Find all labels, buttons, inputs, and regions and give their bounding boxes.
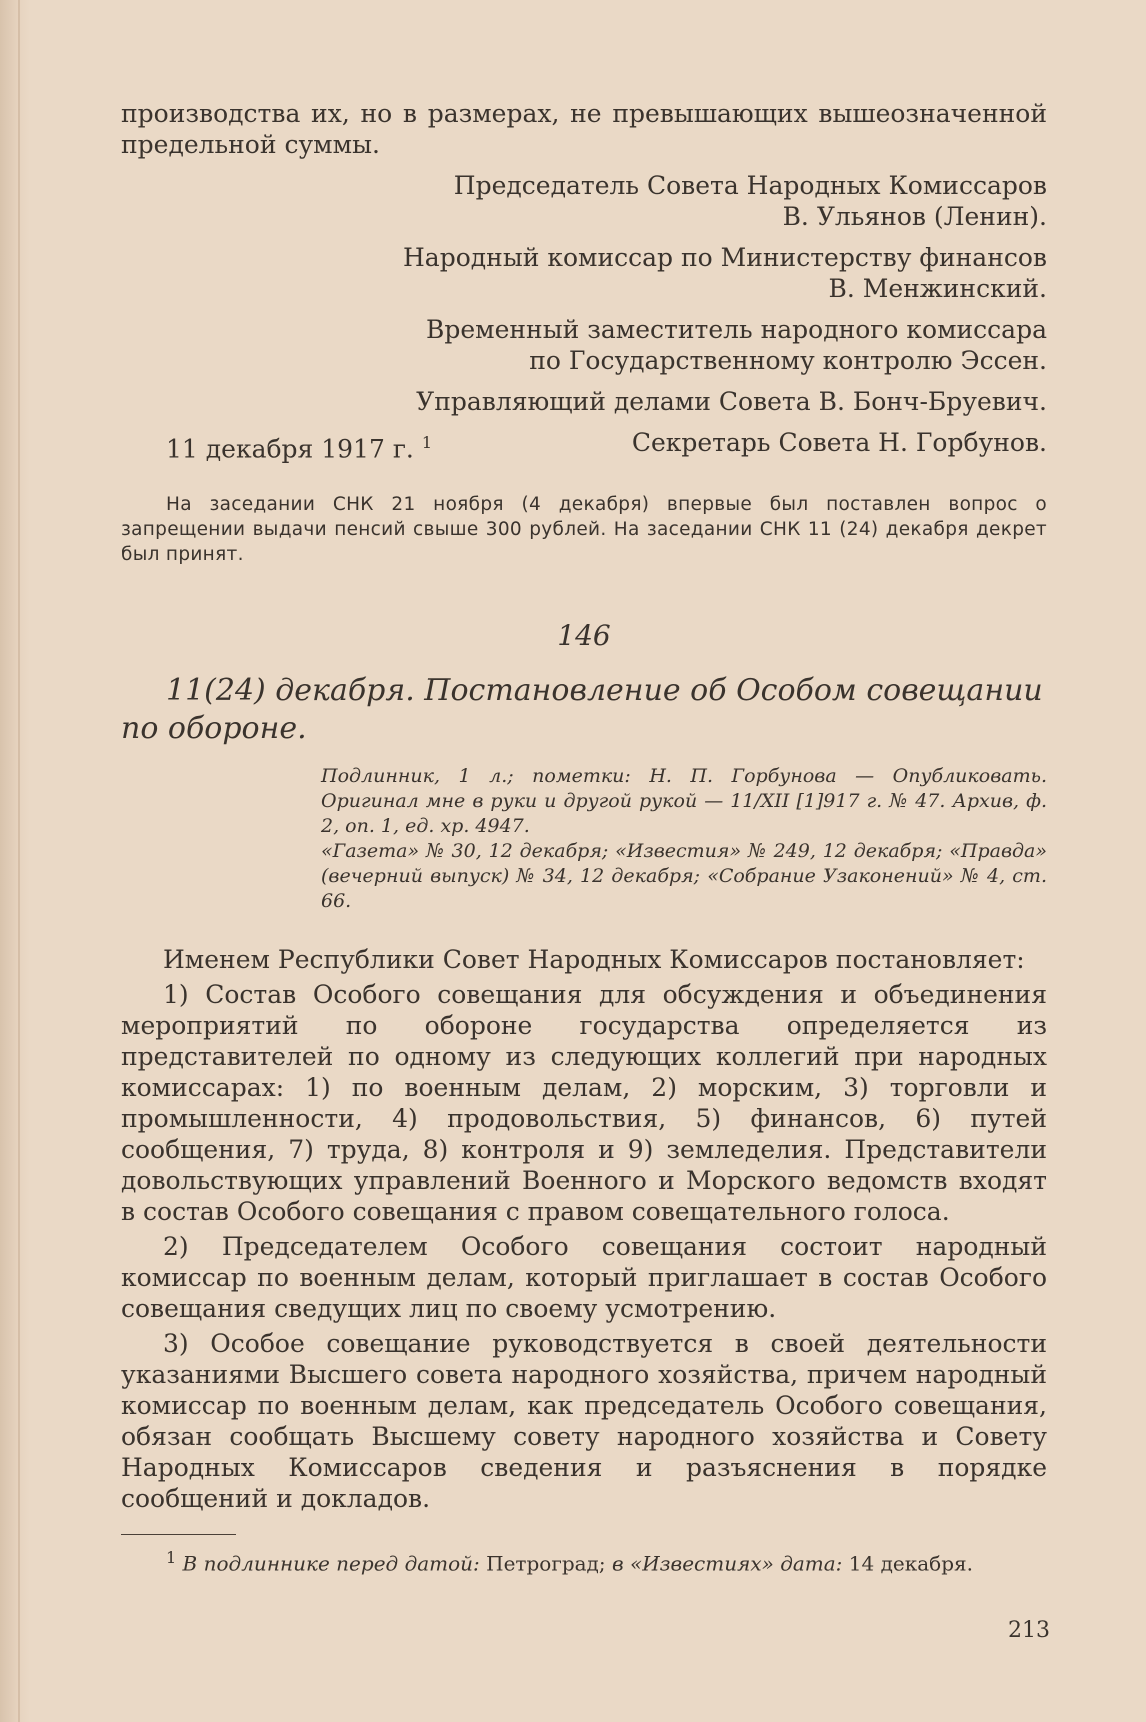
signature-title: Народный комиссар по Министерству финансов xyxy=(403,243,1047,272)
footnote-reference: 1 xyxy=(421,433,433,452)
footnote-divider xyxy=(121,1534,236,1535)
signature-name: В. Менжинский. xyxy=(828,274,1047,303)
signature-title: Секретарь Совета Н. Горбунов. xyxy=(631,428,1047,457)
signature-block xyxy=(121,170,1047,464)
footnote-value: Петроград; xyxy=(486,1551,606,1576)
signature-name: В. Ульянов (Ленин). xyxy=(782,202,1047,231)
source-archive: Подлинник, 1 л.; пометки: Н. П. Горбунова — Опубликовать. Оригинал мне в руки и другой рукой — 11/XII [1]917 г. № 47. Архив, ф. 2, оп. 1, ед. хр. 4947. xyxy=(321,765,1047,838)
decree-preamble: Именем Республики Совет Народных Комиссаров постановляет: xyxy=(163,945,1025,975)
footnote xyxy=(121,1545,1047,1577)
signature-title: Временный заместитель народного комиссара xyxy=(425,315,1047,344)
document-number: 146 xyxy=(557,619,611,653)
signature-business-manager xyxy=(121,386,1047,417)
signature-title: Управляющий делами Совета В. Бонч-Бруевич. xyxy=(416,387,1047,416)
page-content xyxy=(121,98,1047,1577)
footnote-mark: 1 xyxy=(166,1548,177,1568)
signature-finance-commissar xyxy=(121,242,1047,304)
footnote-label: в «Известиях» дата: xyxy=(611,1551,843,1576)
signature-chairman xyxy=(121,170,1047,232)
editorial-note: На заседании СНК 21 ноября (4 декабря) впервые был поставлен вопрос о запрещении выдачи пенсий свыше 300 рублей. На заседании СНК 11 (24) декабря декрет был принят. xyxy=(121,494,1047,566)
signature-title: Председатель Совета Народных Комиссаров xyxy=(453,171,1047,200)
signature-name: по Государственному контролю Эссен. xyxy=(529,346,1047,375)
document-title: 11(24) декабря. Постановление об Особом совещании по обороне. xyxy=(121,673,1043,747)
footnote-value: 14 декабря. xyxy=(848,1551,973,1576)
footnote-label: В подлиннике перед датой: xyxy=(182,1551,480,1576)
top-paragraph: производства их, но в размерах, не превышающих вышеозначенной предельной суммы. xyxy=(121,99,1047,159)
page-number: 213 xyxy=(1008,1618,1050,1643)
date-text: 11 декабря 1917 г. xyxy=(166,434,414,464)
page-binding-edge xyxy=(0,0,30,1722)
decree-paragraph-2: 2) Председателем Особого совещания состоит народный комиссар по военным делам, который приглашает в состав Особого совещания сведущих лиц по своему усмотрению. xyxy=(121,1232,1047,1324)
signature-control-deputy xyxy=(121,314,1047,376)
source-publications: «Газета» № 30, 12 декабря; «Известия» № 249, 12 декабря; «Правда» (вечерний выпуск) № 34, 12 декабря; «Собрание Узаконений» № 4, ст. 66. xyxy=(321,840,1047,913)
decree-paragraph-1: 1) Состав Особого совещания для обсуждения и объединения мероприятий по обороне государства определяется из представителей по одному из следующих коллегий при народных комиссарах: 1) по военным делам, 2) морским, 3) торговли и промышленности, 4) продовольствия, 5) финансов, 6) путей сообщения, 7) труда, 8) контроля и 9) земледелия. Представители довольствующих управлений Военного и Морского ведомств входят в состав Особого совещания с правом совещательного голоса. xyxy=(121,980,1047,1227)
source-notes xyxy=(321,764,1047,914)
decree-paragraph-3: 3) Особое совещание руководствуется в своей деятельности указаниями Высшего совета народного хозяйства, причем народный комиссар по военным делам, как председатель Особого совещания, обязан сообщать Высшему совету народного хозяйства и Совету Народных Комиссаров сведения и разъяснения в порядке сообщений и докладов. xyxy=(121,1329,1047,1514)
